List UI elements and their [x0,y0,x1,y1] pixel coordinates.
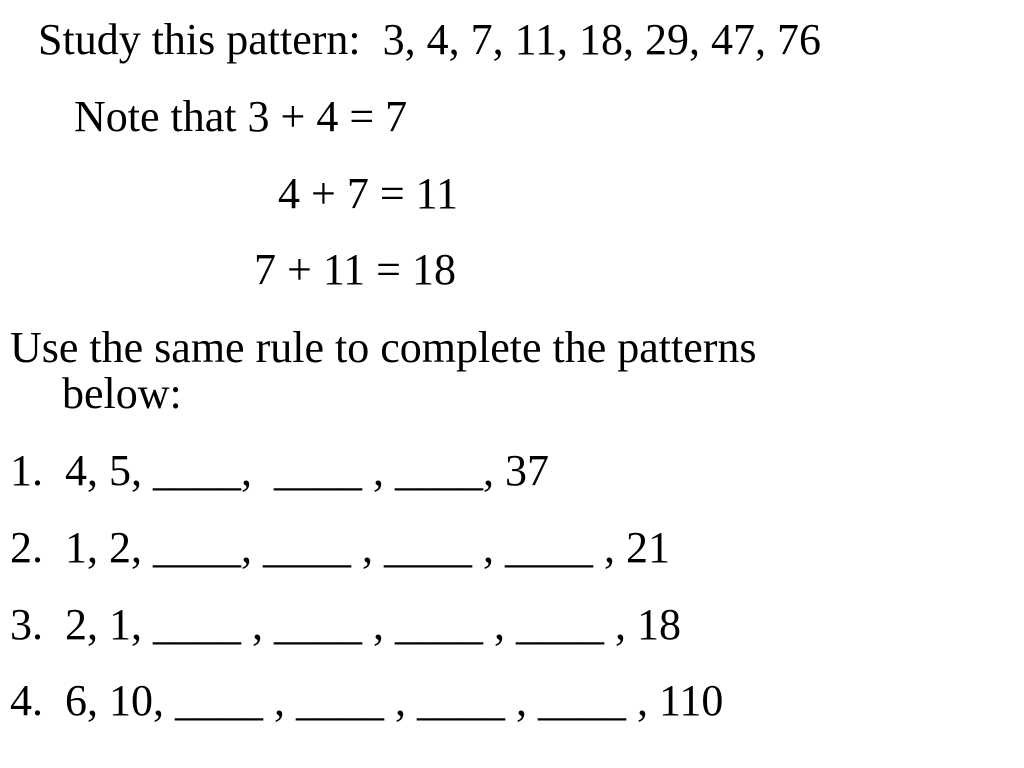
instructions-line-1: Use the same rule to complete the patterns [10,323,757,372]
note-example-1: Note that 3 + 4 = 7 [74,92,408,141]
note-example-3: 7 + 11 = 18 [254,245,456,294]
pattern-title: Study this pattern: 3, 4, 7, 11, 18, 29, 47, 76 [38,15,822,64]
note-example-2: 4 + 7 = 11 [278,169,458,218]
problem-3: 3. 2, 1, ____ , ____ , ____ , ____ , 18 [10,600,681,649]
instructions-line-2: below: [62,369,182,418]
problem-1: 1. 4, 5, ____, ____ , ____, 37 [10,446,549,495]
problem-2: 2. 1, 2, ____, ____ , ____ , ____ , 21 [10,523,670,572]
problem-4: 4. 6, 10, ____ , ____ , ____ , ____ , 110 [10,676,724,725]
